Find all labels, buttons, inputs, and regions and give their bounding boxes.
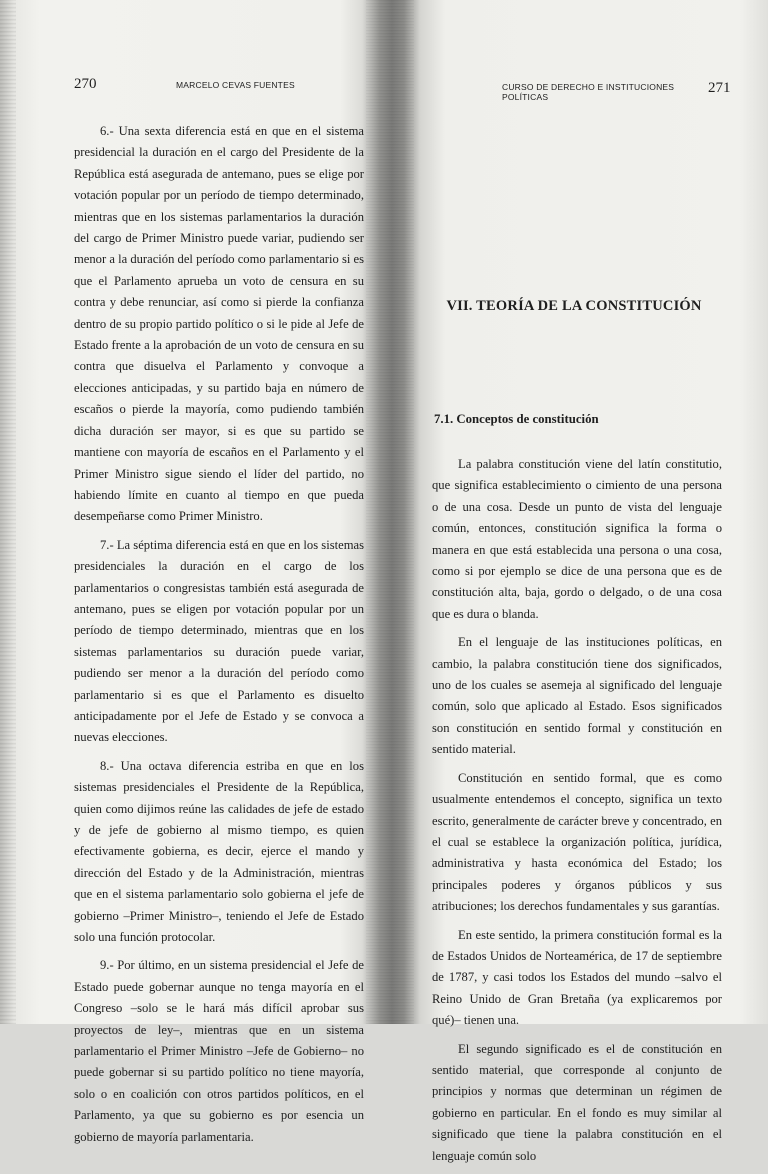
running-head: CURSO DE DERECHO E INSTITUCIONES POLÍTICAS <box>502 82 675 102</box>
paragraph: En el lenguaje de las instituciones políticas, en cambio, la palabra constitución tiene dos significados, uno de los cuales se asemeja al significado del lenguaje común, solo que aplicado al Estado. Esos significados son constitución en sentido formal y constitución en sentido material. <box>432 635 722 757</box>
paragraph: 8.- Una octava diferencia estriba en que en los sistemas presidenciales el Presidente de la República, quien como dijimos reúne las calidades de jefe de estado y de jefe de gobierno al mismo tiempo, es quien efectivamente gobierna, es decir, ejerce el mando y dirección del Estado y de la Administración, mientras que en el sistema parlamentario solo gobierna el jefe de gobierno –Primer Ministro–, teniendo el Jefe de Estado solo una función protocolar. <box>74 758 364 945</box>
paragraph: 6.- Una sexta diferencia está en que en el sistema presidencial la duración en el cargo del Presidente de la República está asegurada de antemano, pues se elige por votación popular por un período de tiempo determinado, mientras que en los sistemas parlamentarios la duración del cargo de Primer Ministro puede variar, pudiendo ser menor a la duración del período como parlamentario si es que el Parlamento aprueba un voto de censura en su contra y debe renunciar, así como si pierde la confianza dentro de su propio partido político o si le pide al Jefe de Estado frente a la aprobación de un voto de censura en su contra que disuelva el Parlamento y convoque a elecciones anticipadas, y su partido baja en número de escaños o pierde la mayoría, como pudiendo también dicha duración ser mayor, si es que su partido se mantiene con mayoría de escaños en el Parlamento y el Primer Ministro sigue siendo el líder del partido, no habiendo límite en cuanto al tiempo en que pueda desempeñarse como Primer Ministro. <box>74 124 364 524</box>
section-title: 7.1. Conceptos de constitución <box>434 412 599 426</box>
left-page-body <box>74 121 364 1155</box>
chapter-title: VII. TEORÍA DE LA CONSTITUCIÓN <box>446 298 702 314</box>
paragraph: 7.- La séptima diferencia está en que en los sistemas presidenciales la duración en el cargo de los parlamentarios o congresistas también está asegurada de antemano, pues se eligen por votación popular por un período de tiempo determinado, mientras que en los sistemas parlamentarios su duración puede variar, pudiendo ser menor a la duración del período como parlamentario si es que el Parlamento es disuelto anticipadamente por el Jefe de Estado y se convoca a nuevas elecciones. <box>74 537 364 745</box>
running-head: MARCELO CEVAS FUENTES <box>176 80 295 90</box>
right-page-header <box>426 74 731 102</box>
page-number: 271 <box>708 80 731 96</box>
right-page-body <box>432 454 722 1174</box>
left-page <box>58 0 364 1144</box>
page-edge-shadow <box>0 0 16 1024</box>
paragraph: El segundo significado es el de constitución en sentido material, que corresponde al conjunto de principios y normas que determinan un régimen de gobierno en particular. En el fondo es muy similar al significado que tiene la palabra constitución en el lenguaje común solo <box>432 1041 722 1163</box>
page-number: 270 <box>74 76 97 92</box>
paragraph: La palabra constitución viene del latín constitutio, que significa establecimiento o cimiento de una persona o de una cosa. Desde un punto de vista del lenguaje común, entonces, constitución significa la forma o manera en que está establecida una persona o una cosa, como si por ejemplo se dice de una persona que es de constitución alta, baja, gordo o delgado, o de una cosa que es dura o blanda. <box>432 457 722 621</box>
book-gutter <box>366 0 414 1024</box>
paragraph: Constitución en sentido formal, que es como usualmente entendemos el concepto, significa un texto escrito, generalmente de carácter breve y concentrado, en el cual se establece la organización política, jurídica, administrativa y hasta económica del Estado; los principales poderes y órganos públicos y sus atribuciones; los derechos fundamentales y sus garantías. <box>432 770 722 914</box>
left-page-header <box>58 74 364 96</box>
paragraph: 9.- Por último, en un sistema presidencial el Jefe de Estado puede gobernar aunque no tenga mayoría en el Congreso –solo se le hará más difícil aprobar sus proyectos de ley–, mientras que en un sistema parlamentario el Primer Ministro –Jefe de Gobierno– no puede gobernar si su partido político no tiene mayoría, solo o en coalición con otros partidos políticos, en el Parlamento, ya que su gobierno es por esencia un gobierno de mayoría parlamentaria. <box>74 958 364 1144</box>
paragraph: En este sentido, la primera constitución formal es la de Estados Unidos de Norteamérica, de 17 de septiembre de 1787, y casi todos los Estados del mundo –salvo el Reino Unido de Gran Bretaña (ya explicaremos por qué)– tienen una. <box>432 927 722 1028</box>
right-page <box>426 0 731 1163</box>
